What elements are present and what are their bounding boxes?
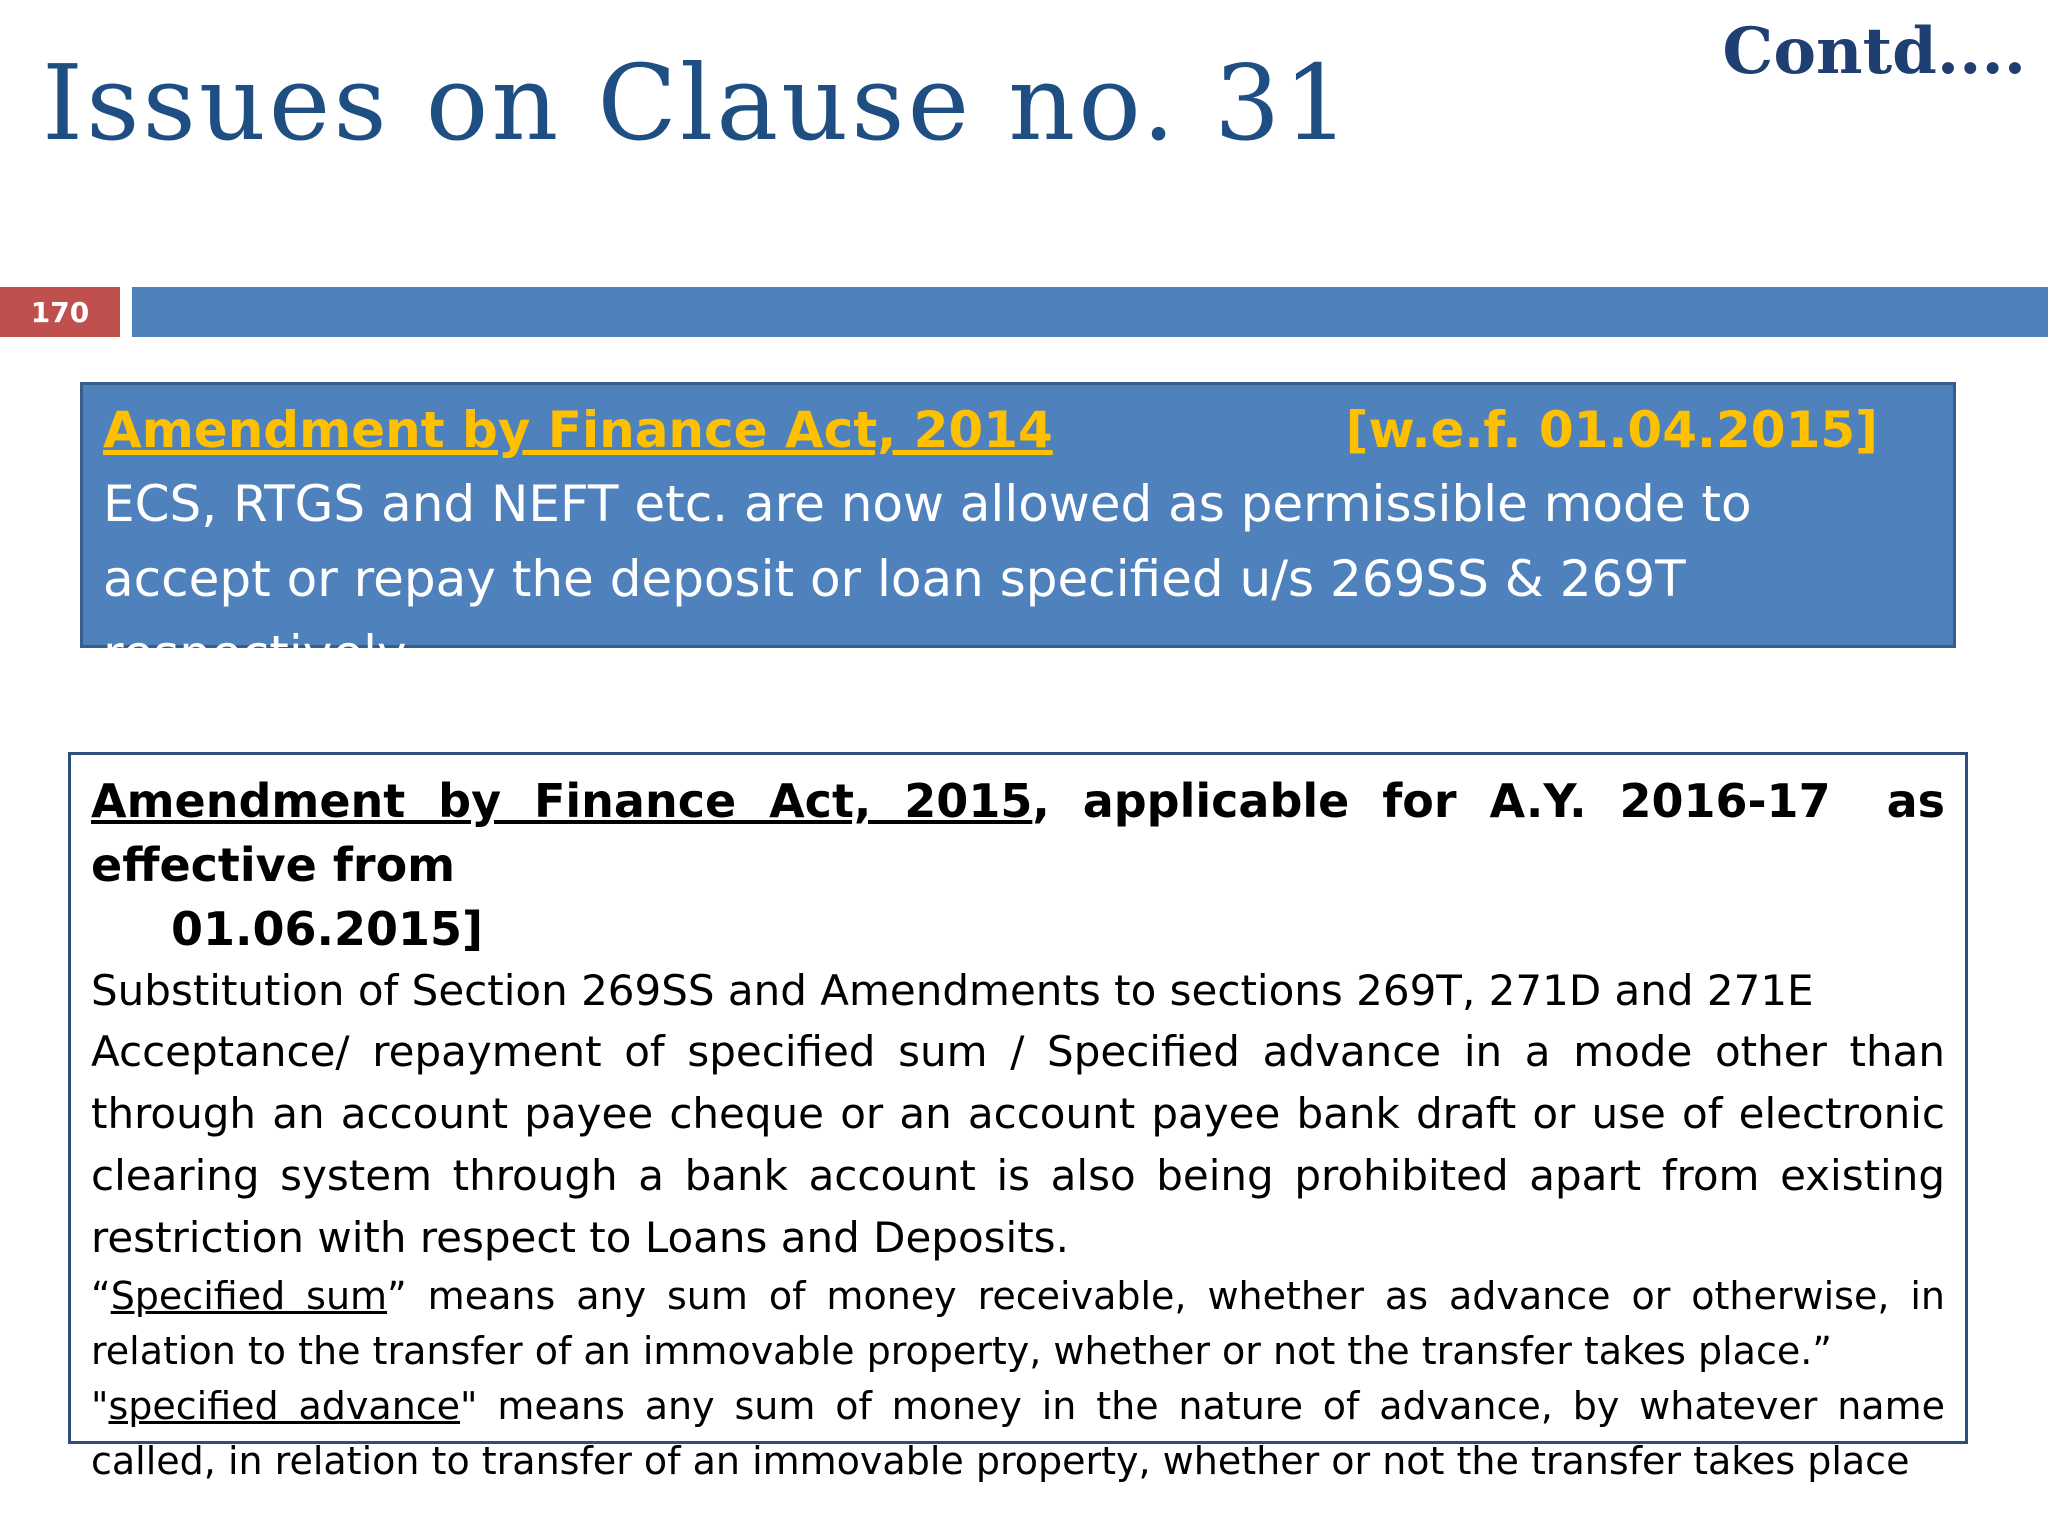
slide-title: Issues on Clause no. 31 [42, 42, 1353, 164]
definition-specified-sum-text: ” means any sum of money receivable, whether as advance or otherwise, in relation to the transfer of an immovable property, whether or not the transfer takes place.” [91, 1274, 1945, 1373]
box2-heading-applicability: , applicable for A.Y. 2016-17 [1032, 774, 1831, 828]
box1-effective-date: [w.e.f. 01.04.2015] [1345, 401, 1878, 459]
quote-open: “ [91, 1274, 111, 1318]
header-bar [132, 287, 2048, 337]
definition-specified-sum [91, 1269, 1945, 1379]
box2-subtitle: Substitution of Section 269SS and Amendments to sections 269T, 271D and 271E [91, 966, 1814, 1015]
term-specified-sum: Specified sum [110, 1274, 388, 1318]
definition-specified-advance-text: " means any sum of money in the nature of advance, by whatever name called, in relation to transfer of an immovable property, whether or not the transfer takes place [91, 1384, 1945, 1483]
finance-act-2015-box [68, 752, 1968, 1483]
box2-heading-date: 01.06.2015] [171, 902, 484, 956]
contd-label: Contd.... [1722, 14, 2026, 89]
box2-heading [91, 769, 1945, 961]
box1-header [103, 395, 1933, 465]
box2-paragraph: Acceptance/ repayment of specified sum / Specified advance in a mode other than through an account payee cheque or an account payee bank draft or use of electronic clearing system through a bank account is also being prohibited apart from existing restriction with respect to Loans and Deposits. [91, 1027, 1945, 1262]
box2-heading-effective: as effective from [91, 774, 1945, 892]
slide-number: 170 [0, 287, 120, 337]
definition-specified-advance [91, 1379, 1945, 1489]
box2-heading-title: Amendment by Finance Act, 2015 [91, 774, 1033, 828]
quote-open: " [91, 1384, 109, 1428]
box1-heading: Amendment by Finance Act, 2014 [103, 401, 1053, 459]
term-specified-advance: specified advance [108, 1384, 461, 1428]
finance-act-2014-box [80, 382, 1956, 683]
box1-body: ECS, RTGS and NEFT etc. are now allowed as permissible mode to accept or repay the deposit or loan specified u/s 269SS & 269T respectively. [103, 475, 1752, 683]
